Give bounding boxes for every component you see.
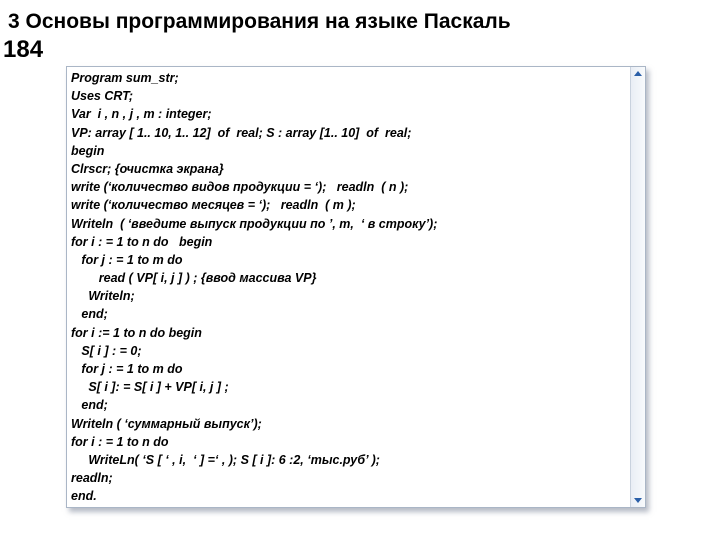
code-line: readln;: [71, 471, 113, 486]
code-line: Writeln;: [71, 289, 135, 304]
code-line: for i := 1 to n do begin: [71, 325, 202, 340]
scroll-down-arrow-icon[interactable]: [634, 498, 642, 503]
code-listing: [71, 69, 631, 506]
code-line: S[ i ]: = S[ i ] + VP[ i, j ] ;: [71, 380, 229, 395]
code-line: end.: [71, 489, 97, 504]
code-line: for j : = 1 to m do: [71, 252, 183, 267]
code-line: for i : = 1 to n do begin: [71, 234, 213, 249]
code-line: Program sum_str;: [71, 71, 179, 85]
code-line: for i : = 1 to n do: [71, 434, 169, 449]
code-line: Uses CRT;: [71, 89, 134, 104]
code-line: Writeln ( ‘введите выпуск продукции по ’, m, ‘ в строку’);: [71, 216, 438, 231]
scrollbar[interactable]: [630, 67, 645, 507]
code-line: Clrscr; {очистка экрана}: [71, 161, 224, 176]
slide-title: 3 Основы программирования на языке Паскаль: [8, 10, 511, 33]
code-line: Writeln ( ‘суммарный выпуск’);: [71, 416, 262, 431]
code-line: end;: [71, 398, 108, 413]
code-line: S[ i ] : = 0;: [71, 343, 142, 358]
code-line: begin: [71, 143, 105, 158]
code-line: write (‘количество месяцев = ‘); readln ( m );: [71, 198, 356, 213]
code-listing-panel: [66, 66, 646, 508]
code-line: write (‘количество видов продукции = ‘); readln ( n );: [71, 180, 409, 195]
code-line: end;: [71, 307, 108, 322]
code-line: VP: array [ 1.. 10, 1.. 12] of real; S : array [1.. 10] of real;: [71, 125, 412, 140]
scroll-up-arrow-icon[interactable]: [634, 71, 642, 76]
code-line: read ( VP[ i, j ] ) ; {ввод массива VP}: [71, 271, 317, 286]
slide-number: 184: [3, 36, 44, 63]
code-line: WriteLn( ‘S [ ‘ , i, ‘ ] =‘ , ); S [ i ]: 6 :2, ‘тыс.руб’ );: [71, 452, 380, 467]
code-line: for j : = 1 to m do: [71, 362, 183, 376]
code-line: Var i , n , j , m : integer;: [71, 107, 212, 122]
